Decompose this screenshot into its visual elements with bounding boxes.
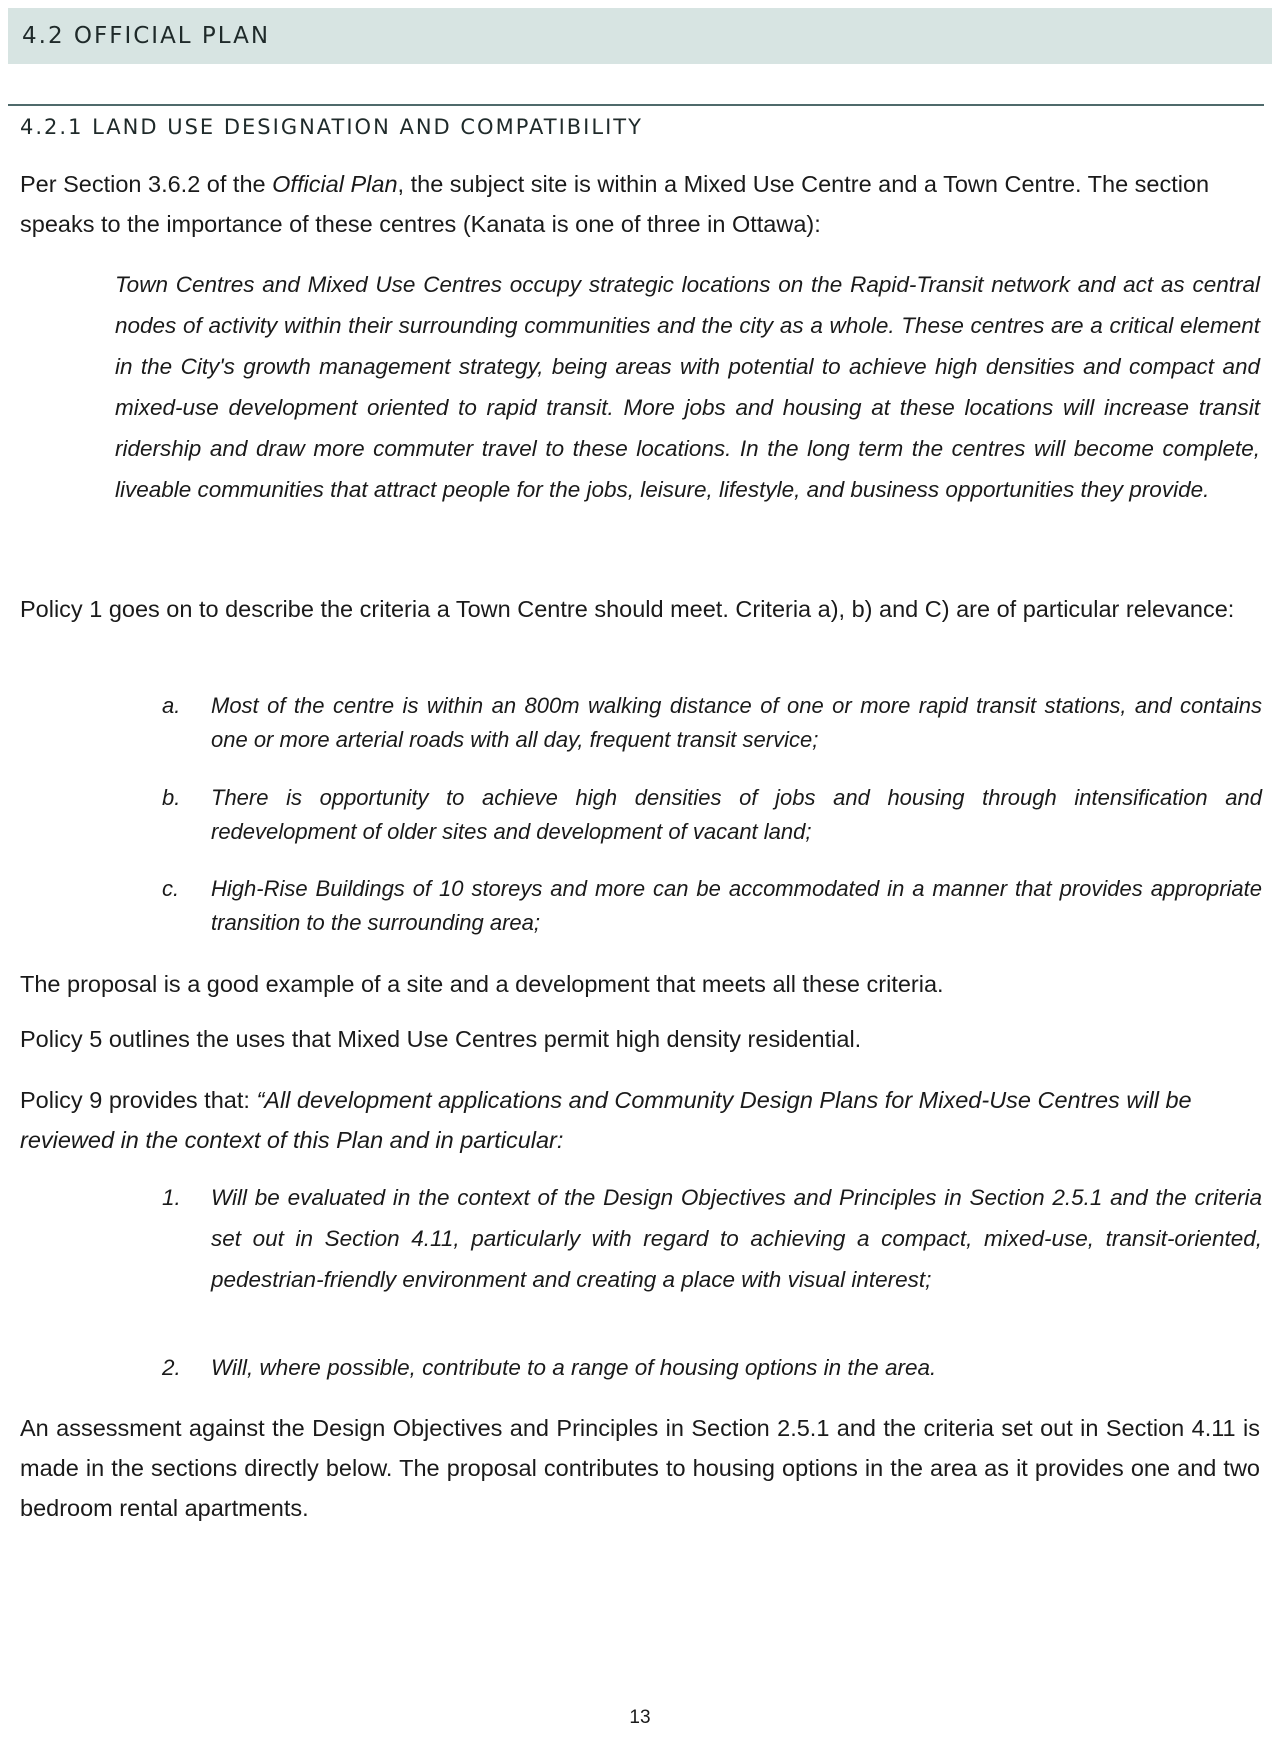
policy9-text: Will be evaluated in the context of the Design Objectives and Principles in Section 2.5.1 and the criteria set out in Section 4.11, particularly with regard to achieving a compact, mixed-use, transit-oriented, pedestrian-friendly environment and creating a place with visual interest; bbox=[211, 1185, 1262, 1292]
policy9-item-1 bbox=[162, 1177, 1262, 1300]
criteria-text: Most of the centre is within an 800m walking distance of one or more rapid transit stations, and contains one or more arterial roads with all day, frequent transit service; bbox=[211, 693, 1262, 752]
criteria-text: High-Rise Buildings of 10 storeys and more can be accommodated in a manner that provides appropriate transition to the surrounding area; bbox=[211, 876, 1262, 935]
policy9-quote: “All development applications and Community Design Plans for Mixed-Use Centres will be reviewed in the context of this Plan and in particular: bbox=[20, 1087, 1192, 1153]
criteria-item-a bbox=[162, 689, 1262, 757]
official-plan-quote: Town Centres and Mixed Use Centres occupy strategic locations on the Rapid-Transit network and act as central nodes of activity within their surrounding communities and the city as a whole. These centres are a critical element in the City's growth management strategy, being areas with potential to achieve high densities and compact and mixed-use development oriented to rapid transit. More jobs and housing at these locations will increase transit ridership and draw more commuter travel to these locations. In the long term the centres will become complete, liveable communities that attract people for the jobs, leisure, lifestyle, and business opportunities they provide. bbox=[115, 272, 1260, 502]
official-plan-reference: Official Plan bbox=[272, 171, 398, 197]
criteria-marker: a. bbox=[162, 693, 181, 718]
criteria-text: There is opportunity to achieve high densities of jobs and housing through intensification and redevelopment of older sites and development of vacant land; bbox=[211, 785, 1262, 844]
policy9-text: Will, where possible, contribute to a range of housing options in the area. bbox=[211, 1355, 937, 1380]
policy9-paragraph: Policy 9 provides that: “All development applications and Community Design Plans for Mixed-Use Centres will be reviewed in the context of this Plan and in particular: bbox=[20, 1087, 1192, 1153]
subsection-divider bbox=[8, 104, 1264, 106]
criteria-item-c bbox=[162, 872, 1262, 940]
page-number: 13 bbox=[629, 1707, 651, 1728]
proposal-statement: The proposal is a good example of a site and a development that meets all these criteria. bbox=[20, 971, 944, 997]
subsection-heading: 4.2.1 LAND USE DESIGNATION AND COMPATIBILITY bbox=[20, 115, 643, 139]
criteria-item-b bbox=[162, 781, 1262, 849]
section-heading: 4.2 OFFICIAL PLAN bbox=[8, 8, 1272, 64]
policy9-marker: 1. bbox=[162, 1185, 181, 1210]
assessment-paragraph: An assessment against the Design Objectives and Principles in Section 2.5.1 and the criteria set out in Section 4.11 is made in the sections directly below. The proposal contributes to housing options in the area as it provides one and two bedroom rental apartments. bbox=[20, 1415, 1260, 1521]
criteria-marker: b. bbox=[162, 785, 181, 810]
intro-paragraph: Per Section 3.6.2 of the Official Plan, the subject site is within a Mixed Use Centre and a Town Centre. The section speaks to the importance of these centres (Kanata is one of three in Ottawa): bbox=[20, 171, 1210, 237]
policy5-paragraph: Policy 5 outlines the uses that Mixed Use Centres permit high density residential. bbox=[20, 1026, 862, 1052]
policy9-item-2 bbox=[162, 1347, 1262, 1388]
policy9-marker: 2. bbox=[162, 1355, 181, 1380]
policy1-paragraph: Policy 1 goes on to describe the criteria a Town Centre should meet. Criteria a), b) and C) are of particular relevance: bbox=[20, 596, 1235, 622]
criteria-marker: c. bbox=[162, 876, 180, 901]
